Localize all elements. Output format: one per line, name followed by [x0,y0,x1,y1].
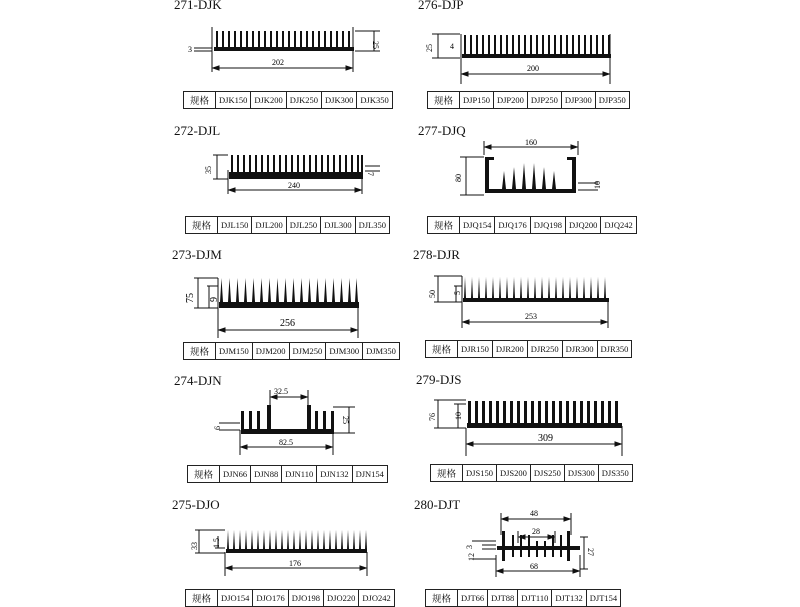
spec-cell: DJO176 [253,590,288,607]
spec-table [425,589,621,607]
dim-label: 28 [532,527,540,536]
spec-cell: DJQ176 [495,217,530,234]
spec-cell: DJM300 [326,343,363,360]
heatsink-base [229,172,363,179]
spec-cell: DJS300 [564,465,598,482]
spec-cell: DJM150 [216,343,253,360]
spec-cell: DJM250 [289,343,326,360]
heatsink-fins [216,31,350,48]
heatsink-fins [468,401,618,423]
spec-cell: DJL200 [252,217,286,234]
spec-cell: DJR300 [562,341,597,358]
spec-cell: DJQ154 [460,217,495,234]
dim-label: 309 [538,433,553,444]
spec-cell: DJK250 [286,92,321,109]
dim-label: 33 [190,542,199,550]
heatsink-fins [227,530,367,549]
spec-cell: DJO242 [359,590,394,607]
profile-drawing-djm [180,268,380,340]
spec-cell: DJR200 [492,341,527,358]
heatsink-base [463,298,609,302]
dim-label: 25 [371,41,380,49]
heatsink-base [467,423,622,428]
spec-cell: DJN110 [282,466,317,483]
spec-cell: DJM200 [252,343,289,360]
spec-cell: DJP200 [493,92,527,109]
spec-cell: DJK200 [251,92,286,109]
spec-table [185,589,395,607]
dim-label: 50 [428,290,437,298]
spec-cell: DJO154 [218,590,253,607]
spec-cell: DJO220 [324,590,359,607]
spec-header: 规格 [184,343,216,360]
spec-cell: DJS250 [530,465,564,482]
spec-cell: DJP250 [527,92,561,109]
dim-label: 32.5 [274,387,288,396]
spec-cell: DJR350 [597,341,632,358]
spec-cell: DJL350 [355,217,389,234]
profile-drawing-djp [420,26,620,84]
spec-header: 规格 [186,590,218,607]
spec-header: 规格 [188,466,220,483]
dim-label: 10 [593,181,602,189]
spec-cell: DJT110 [518,590,552,607]
heatsink-base [485,189,576,193]
spec-cell: DJR250 [527,341,562,358]
spec-table [185,216,390,234]
dim-label: 240 [288,181,300,190]
spec-header: 规格 [428,92,460,109]
spec-cell: DJN154 [352,466,387,483]
spec-header: 规格 [428,217,460,234]
heatsink-base [219,302,359,308]
profile-title: 279-DJS [416,372,462,387]
heatsink-fins [231,155,363,173]
spec-cell: DJQ200 [566,217,601,234]
heatsink-fins [241,405,334,429]
spec-header: 规格 [426,590,458,607]
profile-title: 271-DJK [174,0,222,12]
spec-cell: DJR150 [458,341,493,358]
profile-drawing-djt [460,505,620,583]
spec-cell: DJK300 [322,92,357,109]
profile-drawing-djl [195,150,395,200]
dim-label: 82.5 [279,438,293,447]
profile-title: 278-DJR [413,247,460,262]
spec-cell: DJT132 [552,590,586,607]
dim-label: 253 [525,312,537,321]
profile-drawing-djo [185,522,375,580]
heatsink-fins [464,35,610,55]
dim-label: 3 [465,545,474,549]
dim-label: 200 [527,64,539,73]
spec-cell: DJS350 [598,465,632,482]
heatsink-fins [464,277,606,298]
spec-cell: DJP350 [595,92,629,109]
spec-cell: DJQ198 [530,217,565,234]
dim-label: 12 [467,553,476,561]
dim-label: 75 [185,293,196,303]
dim-label: 202 [272,58,284,67]
dim-label: 4 [450,42,454,51]
dim-label: 5 [453,291,462,295]
spec-cell: DJL300 [321,217,355,234]
dim-label: 10 [454,412,463,420]
spec-header: 规格 [184,92,216,109]
profile-drawing-djs [420,392,630,457]
dim-label: 35 [204,166,213,174]
dim-label: 160 [525,138,537,147]
dim-label: 25 [425,44,434,52]
spec-cell: DJK350 [357,92,392,109]
spec-table [183,91,393,109]
profile-drawing-djr [420,270,620,330]
channel-wall-right [572,157,576,193]
dim-label: 1.5 [212,538,221,548]
heatsink-fins [220,278,358,302]
heatsink-base [241,429,334,434]
dim-label: 9 [209,297,220,302]
dim-label: 256 [280,318,295,329]
profile-title: 280-DJT [414,497,461,512]
profile-title: 277-DJQ [418,123,466,138]
spec-cell: DJN132 [317,466,352,483]
dim-label: 48 [530,509,538,518]
spec-table [427,91,630,109]
dim-label: 76 [428,413,437,421]
dim-label: 27 [586,548,595,556]
spec-cell: DJN88 [251,466,282,483]
dim-label: 80 [454,174,463,182]
spec-cell: DJM350 [363,343,400,360]
spec-table [430,464,633,482]
spec-cell: DJN66 [220,466,251,483]
heatsink-fins [502,163,556,189]
spec-cell: DJT154 [586,590,620,607]
spec-header: 规格 [186,217,218,234]
spec-cell: DJK150 [216,92,251,109]
spec-cell: DJS150 [463,465,497,482]
profile-title: 275-DJO [172,497,220,512]
profile-drawing-djn [205,385,365,455]
spec-cell: DJP150 [460,92,494,109]
spec-cell: DJT88 [488,590,518,607]
dim-label: 68 [530,562,538,571]
heatsink-base [226,549,367,553]
profile-drawing-djk [180,22,400,82]
dim-label: 176 [289,559,301,568]
profile-title: 272-DJL [174,123,221,138]
spec-cell: DJP300 [561,92,595,109]
spec-cell: DJT66 [458,590,488,607]
profile-title: 273-DJM [172,247,222,262]
spec-cell: DJL150 [218,217,252,234]
spec-table [427,216,637,234]
dim-label: 25 [341,416,350,424]
channel-wall-left [485,157,489,193]
spec-table [425,340,632,358]
spec-table [187,465,388,483]
profile-drawing-djq [448,135,608,200]
dim-label: 6 [213,426,222,430]
spec-header: 规格 [431,465,463,482]
spec-cell: DJQ242 [601,217,636,234]
spec-cell: DJO198 [288,590,323,607]
spec-table [183,342,400,360]
spec-header: 规格 [426,341,458,358]
profile-title: 276-DJP [418,0,464,12]
dim-label: 3 [188,45,192,54]
dim-label: 7 [366,172,375,176]
spec-cell: DJL250 [286,217,320,234]
profile-title: 274-DJN [174,373,222,388]
spec-cell: DJS200 [496,465,530,482]
